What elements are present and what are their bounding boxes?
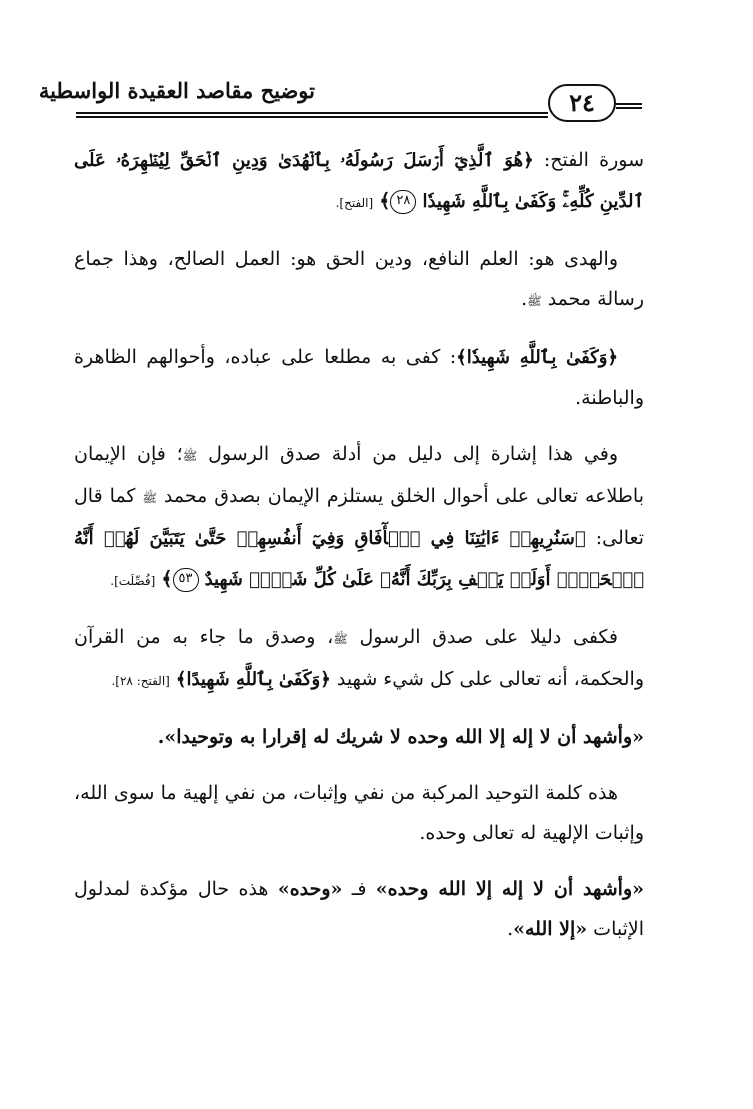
salawat-glyph: ﷺ [182, 449, 198, 463]
matn-quote: «وحده» [277, 878, 343, 900]
paragraph-text: هذه حال مؤكدة لمدلول الإثبات [74, 878, 644, 940]
ornate-bracket-close: ﴾ [161, 568, 173, 590]
page-body [74, 140, 644, 965]
paragraph-3 [74, 337, 644, 418]
salawat-glyph: ﷺ [333, 632, 348, 646]
book-title: توضيح مقاصد العقيدة الواسطية [38, 78, 315, 103]
matn-quote: «وأشهد أن لا إله إلا الله وحده» [375, 878, 645, 900]
paragraph-text: ، وصدق ما جاء به من القرآن والحكمة، أنه تعالى على كل شيء شهيد [74, 626, 644, 690]
paragraph-1 [74, 140, 644, 223]
paragraph-4 [74, 434, 644, 601]
paragraph-text: هذه كلمة التوحيد المركبة من نفي وإثبات، من نفي إلهية ما سوى الله، وإثبات الإلهية له تعالى وحده. [74, 782, 644, 844]
paragraph-text: : كفى به مطلعا على عباده، وأحوالهم الظاهرة والباطنة. [74, 346, 644, 409]
ornate-bracket-close: ﴾ [175, 669, 187, 690]
verse-text: هُوَ ٱلَّذِيٓ أَرۡسَلَ رَسُولَهُۥ بِٱلۡهُدَىٰ وَدِينِ ٱلۡحَقِّ لِيُظۡهِرَهُۥ عَلَى ٱلدِّينِ كُلِّهِۦۚ وَكَفَىٰ بِٱللَّهِ شَهِيدٗا [74, 150, 644, 212]
paragraph-5 [74, 617, 644, 701]
verse-text: سَنُرِيهِمۡ ءَايَٰتِنَا فِي ٱلۡأٓفَاقِ وَفِيٓ أَنفُسِهِمۡ حَتَّىٰ يَتَبَيَّنَ لَهُمۡ أَنَّهُ ٱلۡحَقُّۗ أَوَلَمۡ يَكۡفِ بِرَبِّكَ أَنَّهُۥ عَلَىٰ كُلِّ شَيۡءٖ شَهِيدٌ [74, 528, 644, 590]
paragraph-text: ؛ فإن الإيمان باطلاعه تعالى على أحوال الخلق يستلزم الإيمان بصدق محمد [74, 443, 645, 507]
paragraph-text: فـ [342, 878, 376, 900]
surah-reference: [الفتح]. [335, 196, 374, 210]
ornate-bracket-close: ﴾ [456, 347, 467, 368]
quran-verse [456, 347, 618, 368]
paragraph-text: فكفى دليلا على صدق الرسول [347, 626, 618, 648]
paragraph-2 [74, 239, 644, 321]
header-rule [76, 112, 548, 118]
page-number: ٢٤ [548, 84, 616, 122]
paragraph-text: سورة الفتح: [533, 149, 644, 171]
quran-verse [74, 528, 644, 590]
salawat-glyph: ﷺ [142, 491, 157, 505]
verse-text: وَكَفَىٰ بِٱللَّهِ شَهِيدٗا [466, 347, 608, 368]
header-rule-short [616, 103, 642, 109]
surah-reference: [فُصِّلَت]. [110, 574, 156, 588]
paragraph-end: . [521, 288, 528, 310]
matn-quote: «إلا الله» [513, 918, 588, 940]
ornate-bracket-open: ﴿ [320, 669, 331, 690]
paragraph-7 [74, 773, 644, 853]
paragraph-text: والهدى هو: العلم النافع، ودين الحق هو: العمل الصالح، وهذا جماع رسالة محمد [74, 248, 644, 310]
ayah-number: ٥٣ [173, 568, 199, 592]
quran-verse [176, 669, 331, 690]
ornate-bracket-open: ﴿ [574, 528, 586, 549]
ornate-bracket-open: ﴿ [607, 347, 618, 368]
paragraph-text: كما قال تعالى: [74, 485, 645, 549]
ayah-number: ٢٨ [390, 190, 416, 214]
surah-reference: [الفتح: ٢٨]. [111, 674, 170, 688]
paragraph-6 [74, 717, 644, 757]
paragraph-8 [74, 869, 644, 949]
ornate-bracket-close: ﴾ [379, 190, 391, 212]
paragraph-text: وفي هذا إشارة إلى دليل من أدلة صدق الرسول [197, 443, 618, 465]
matn-quote: «وأشهد أن لا إله إلا الله وحده لا شريك له إقرارا به وتوحيدا». [157, 726, 644, 748]
paragraph-end: . [507, 918, 514, 940]
verse-text: وَكَفَىٰ بِٱللَّهِ شَهِيدًا [186, 669, 321, 690]
ornate-bracket-open: ﴿ [523, 150, 534, 171]
salawat-glyph: ﷺ [527, 294, 542, 308]
